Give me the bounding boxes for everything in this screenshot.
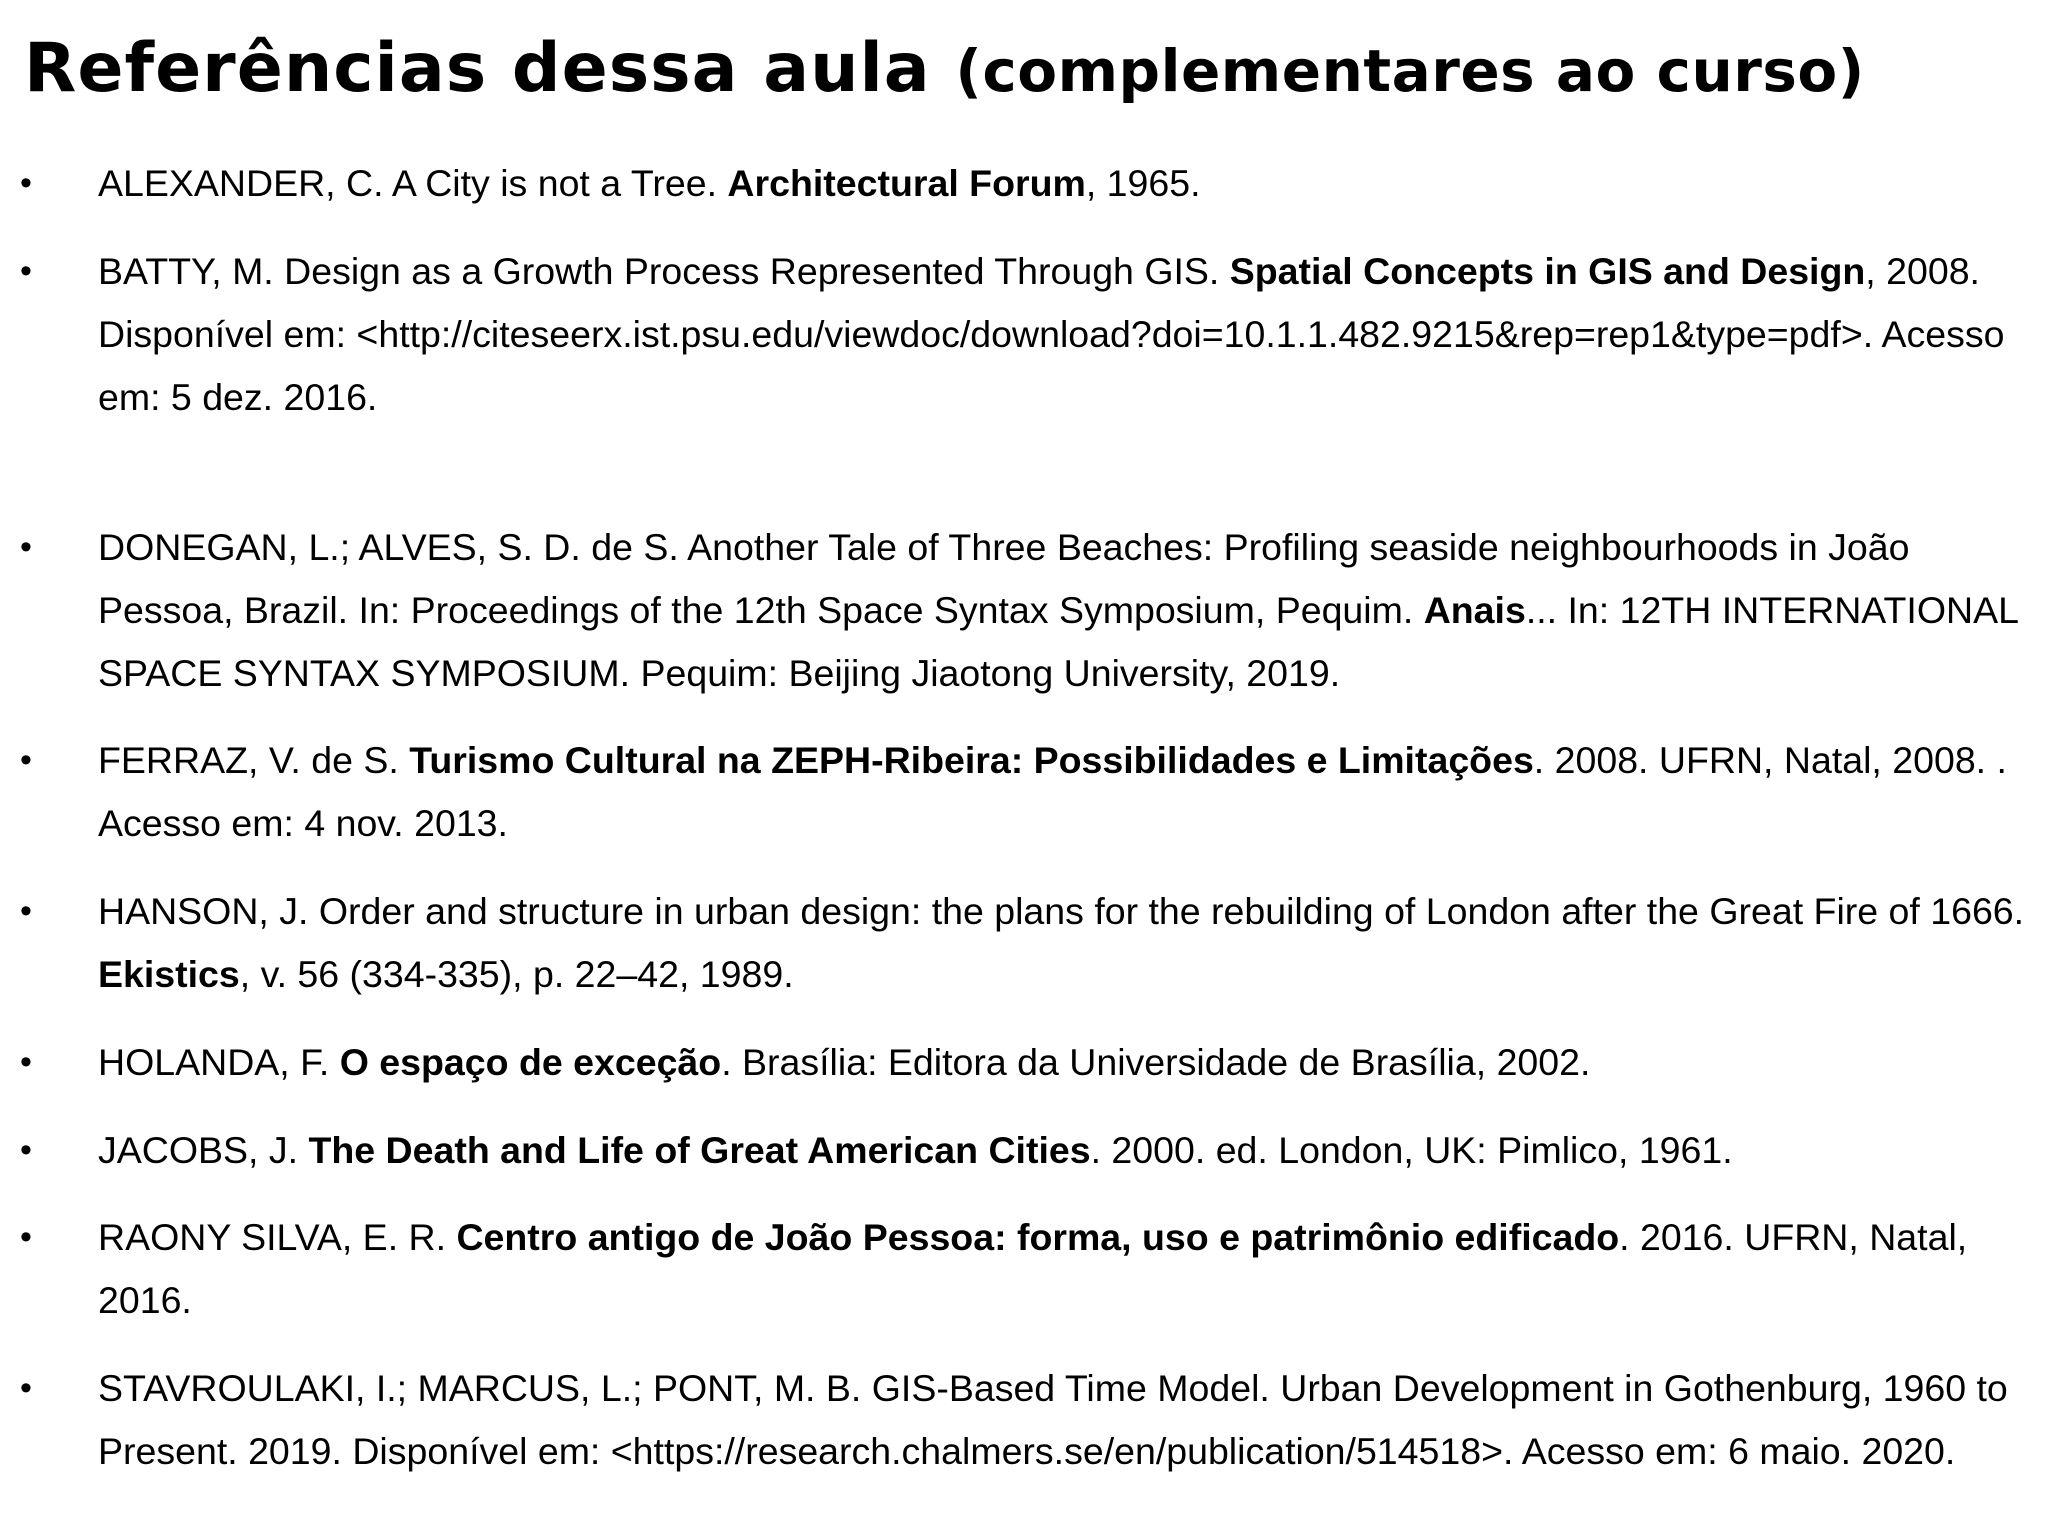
reference-item-jacobs [0, 1119, 2040, 1182]
reference-details: , 1965. [1085, 162, 1201, 204]
reference-citation: BATTY, M. Design as a Growth Process Represented Through GIS. [98, 250, 1230, 292]
reference-details: . Brasília: Editora da Universidade de Brasília, 2002. [721, 1041, 1591, 1083]
reference-item-donegan [0, 516, 2040, 705]
reference-item-hanson [0, 880, 2040, 1006]
reference-details: . 2000. ed. London, UK: Pimlico, 1961. [1090, 1129, 1733, 1171]
reference-details: ... In: 12TH INTERNATIONAL SPACE SYNTAX SYMPOSIUM. Pequim: Beijing Jiaotong University, 2019. [98, 589, 2018, 694]
reference-citation: ALEXANDER, C. A City is not a Tree. [98, 162, 728, 204]
reference-source-title: Anais [1423, 589, 1526, 631]
reference-source-title: Centro antigo de João Pessoa: forma, uso e patrimônio edificado [456, 1216, 1620, 1258]
bullet-icon: • [20, 892, 32, 930]
reference-item-raony-silva [0, 1206, 2040, 1332]
reference-source-title: Spatial Concepts in GIS and Design [1229, 250, 1866, 292]
reference-citation: HANSON, J. Order and structure in urban design: the plans for the rebuilding of London after the Great Fire of 1666. [98, 890, 2025, 932]
reference-text [98, 516, 2038, 705]
reference-text [98, 1031, 2038, 1094]
reference-details: , 2008. Disponível em: <http://citeseerx.ist.psu.edu/viewdoc/download?doi=10.1.1.482.9215&rep=rep1&type=pdf>. Acesso em: 5 dez. 2016. [98, 250, 2005, 418]
bullet-icon: • [20, 1043, 32, 1081]
reference-source-title: O espaço de exceção [339, 1041, 722, 1083]
reference-item-ferraz [0, 729, 2040, 855]
reference-details: . 2008. UFRN, Natal, 2008. . Acesso em: 4 nov. 2013. [98, 739, 2007, 844]
bullet-icon: • [20, 528, 32, 566]
reference-details: . 2016. UFRN, Natal, 2016. [98, 1216, 1968, 1321]
reference-item-holanda [0, 1031, 2040, 1094]
reference-item-stavroulaki [0, 1357, 2040, 1483]
reference-text [98, 1357, 2038, 1483]
reference-source-title: Ekistics [98, 953, 240, 995]
reference-text [98, 1206, 2038, 1332]
page-subtitle: (complementares ao curso) [955, 37, 1865, 105]
reference-citation: FERRAZ, V. de S. [98, 739, 410, 781]
reference-text [98, 152, 2038, 215]
reference-citation: DONEGAN, L.; ALVES, S. D. de S. Another Tale of Three Beaches: Profiling seaside neighbourhoods in João Pessoa, Brazil. In: Proceedings of the 12th Space Syntax Symposium, Pequim. [98, 526, 1910, 631]
reference-details: , v. 56 (334-335), p. 22–42, 1989. [239, 953, 794, 995]
bullet-icon: • [20, 1369, 32, 1407]
reference-citation: STAVROULAKI, I.; MARCUS, L.; PONT, M. B. GIS-Based Time Model. Urban Development in Gothenburg, 1960 to Present. 2019. Disponível em: <https://research.chalmers.se/en/publication/514518>. Acesso em: 6 maio. 2020. [98, 1367, 2008, 1472]
reference-text [98, 1119, 2038, 1182]
reference-citation: HOLANDA, F. [98, 1041, 340, 1083]
reference-citation: RAONY SILVA, E. R. [98, 1216, 457, 1258]
reference-source-title: Architectural Forum [727, 162, 1086, 204]
reference-text [98, 240, 2038, 429]
reference-item-batty [0, 240, 2040, 429]
reference-citation: JACOBS, J. [98, 1129, 309, 1171]
reference-text [98, 880, 2038, 1006]
bullet-icon: • [20, 252, 32, 290]
page-title-main: Referências dessa aula [24, 29, 931, 108]
reference-item-alexander [0, 152, 2040, 215]
bullet-icon: • [20, 1218, 32, 1256]
bullet-icon: • [20, 164, 32, 202]
reference-source-title: The Death and Life of Great American Cities [308, 1129, 1091, 1171]
bullet-icon: • [20, 741, 32, 779]
reference-text [98, 729, 2038, 855]
page-title [24, 29, 1865, 108]
bullet-icon: • [20, 1131, 32, 1169]
reference-source-title: Turismo Cultural na ZEPH-Ribeira: Possibilidades e Limitações [409, 739, 1534, 781]
